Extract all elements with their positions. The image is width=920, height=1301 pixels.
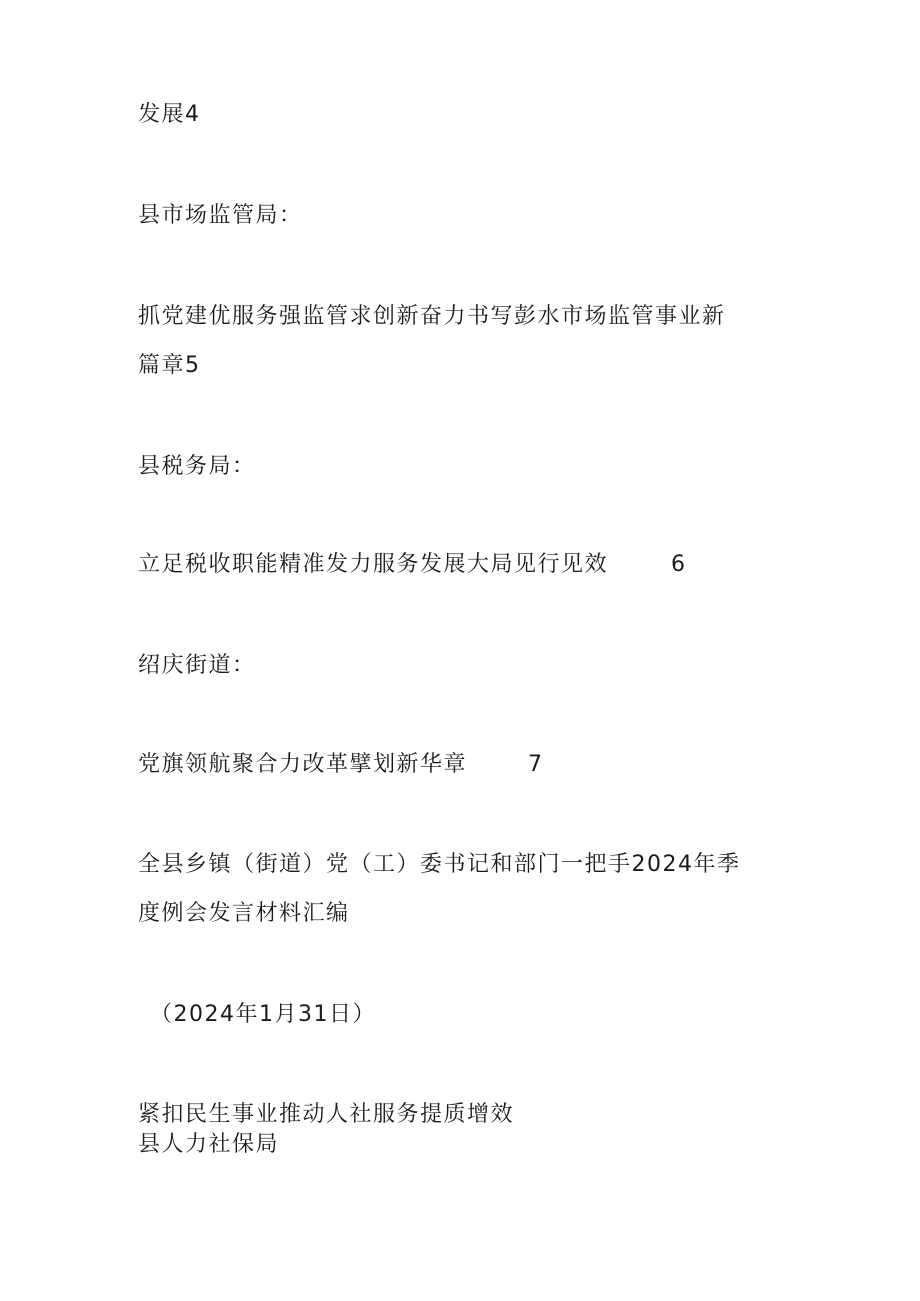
- document-title-line: 全县乡镇（街道）党（工）委书记和部门一把手2024年季: [138, 852, 741, 877]
- toc-dept-label: 县税务局：: [138, 454, 256, 479]
- article-author: 县人力社保局: [138, 1132, 280, 1157]
- toc-dept-label: 绍庆街道：: [138, 653, 256, 678]
- toc-entry-title: 立足税收职能精准发力服务发展大局见行见效: [138, 552, 609, 577]
- toc-entry-title: 篇章5: [138, 353, 201, 378]
- article-title: 紧扣民生事业推动人社服务提质增效: [138, 1102, 515, 1127]
- document-title-line: 度例会发言材料汇编: [138, 901, 350, 926]
- toc-page-number: 6: [671, 552, 685, 577]
- toc-entry-title: 发展4: [138, 102, 201, 127]
- toc-dept-label: 县市场监管局：: [138, 203, 303, 228]
- toc-entry-title: 抓党建优服务强监管求创新奋力书写彭水市场监管事业新: [138, 304, 726, 329]
- toc-page-number: 7: [528, 752, 542, 777]
- document-date: （2024年1月31日）: [150, 1002, 376, 1027]
- toc-entry-title: 党旗领航聚合力改革擘划新华章: [138, 752, 468, 777]
